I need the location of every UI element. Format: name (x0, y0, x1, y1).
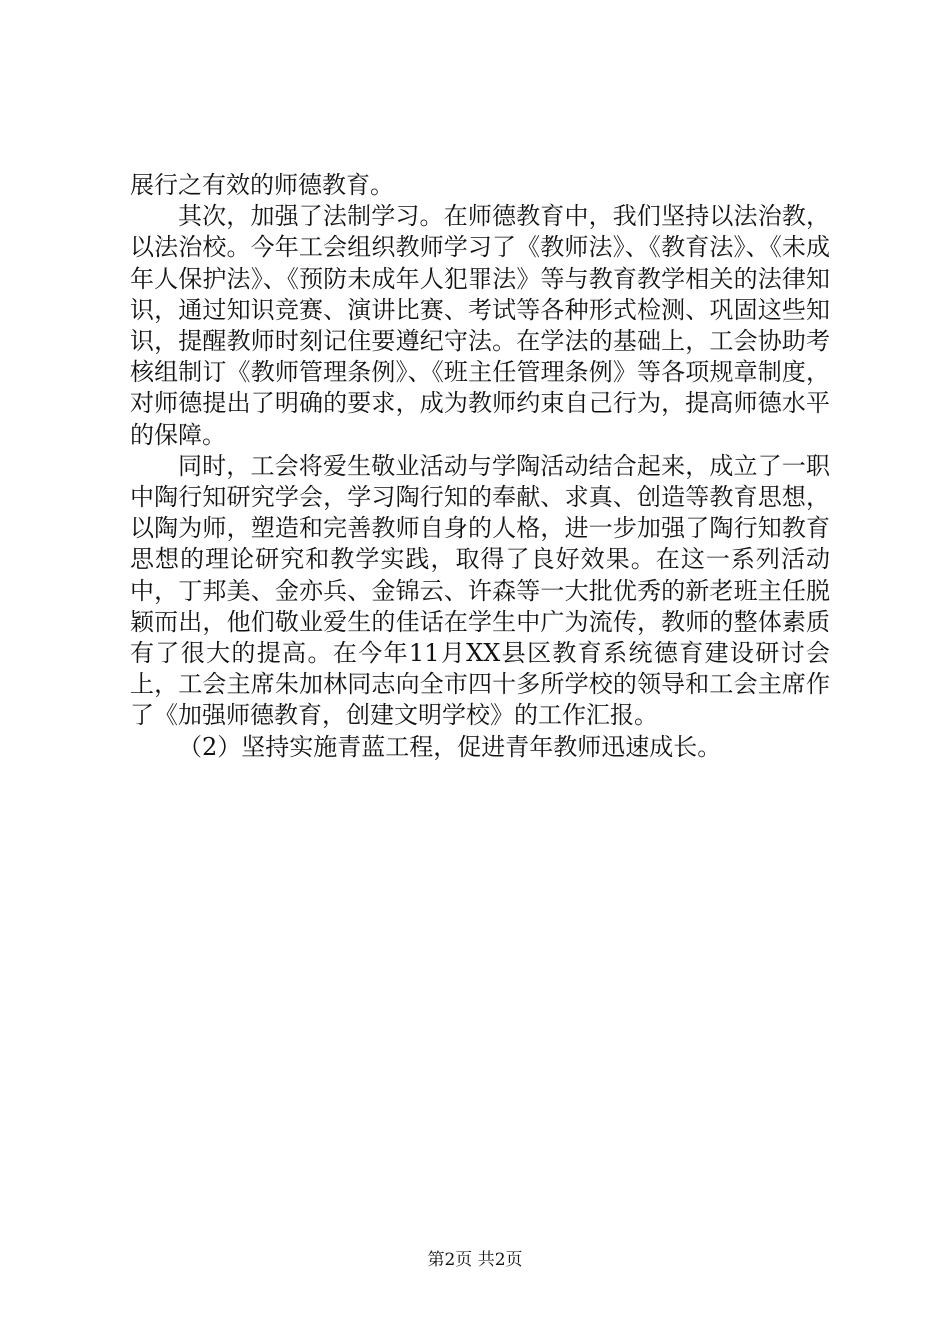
page-footer: 第2页 共2页 (427, 1250, 523, 1270)
paragraph-tao-study: 同时，工会将爱生敬业活动与学陶活动结合起来，成立了一职中陶行知研究学会，学习陶行知的奉献、求真、创造等教育思想，以陶为师，塑造和完善教师自身的人格，进一步加强了陶行知教育思想的理论研究和教学实践，取得了良好效果。在这一系列活动中，丁邦美、金亦兵、金锦云、许森等一大批优秀的新老班主任脱颖而出，他们敬业爱生的佳话在学生中广为流传，教师的整体素质有了很大的提高。在今年11月XX县区教育系统德育建设研讨会上，工会主席朱加林同志向全市四十多所学校的领导和工会主席作了《加强师德教育，创建文明学校》的工作汇报。 (130, 451, 830, 730)
paragraph-continuation: 展行之有效的师德教育。 (130, 171, 394, 199)
paragraph-section-heading: （2）坚持实施青蓝工程，促进青年教师迅速成长。 (178, 732, 722, 761)
paragraph-law-study: 其次，加强了法制学习。在师德教育中，我们坚持以法治教，以法治校。今年工会组织教师学习了《教师法》、《教育法》、《未成年人保护法》、《预防未成年人犯罪法》等与教育教学相关的法律知识，通过知识竞赛、演讲比赛、考试等各种形式检测、巩固这些知识，提醒教师时刻记住要遵纪守法。在学法的基础上，工会协助考核组制订《教师管理条例》、《班主任管理条例》等各项规章制度，对师德提出了明确的要求，成为教师约束自己行为，提高师德水平的保障。 (130, 202, 830, 449)
document-body (130, 170, 830, 763)
